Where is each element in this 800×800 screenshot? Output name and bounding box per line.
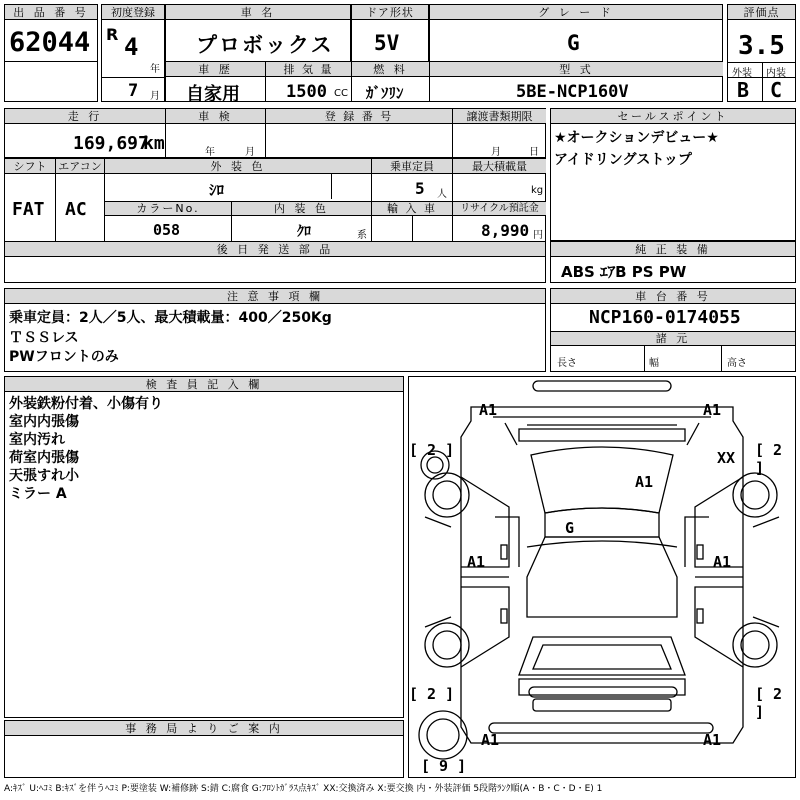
shift: FAT — [12, 199, 45, 220]
note-line-3: PWフロントのみ — [9, 349, 119, 365]
grade-box — [429, 4, 723, 62]
car-diagram-drawing — [409, 377, 795, 777]
sales-point-1: ★オークションデビュー★ — [554, 130, 719, 146]
mileage: 169,697 — [73, 133, 149, 154]
inspector-line-1: 外装鉄粉付着、小傷有り — [9, 396, 163, 412]
reg-year: 4 — [124, 33, 139, 61]
mark-glass: G — [565, 519, 575, 537]
exterior-grade: B — [737, 78, 750, 102]
capacity-unit: 人 — [437, 189, 447, 200]
ext-color-label: 外 装 色 — [105, 159, 371, 174]
width-label: 幅 — [649, 358, 659, 369]
car-diagram — [408, 376, 796, 778]
color-no: 058 — [153, 221, 181, 239]
car-name-box — [165, 4, 351, 62]
tire-front-left: [ 2 ] — [409, 441, 455, 459]
equipment: ABS ｴｱB PS PW — [561, 263, 687, 281]
notes-box — [4, 288, 546, 372]
office-label: 事 務 局 よ り ご 案 内 — [5, 721, 403, 736]
import-label: 輸 入 車 — [372, 202, 452, 216]
transfer-day-unit: 日 — [529, 147, 539, 158]
tire-rear-right: [ 2 ] — [755, 685, 783, 721]
door-type: 5V — [374, 31, 400, 55]
mark-rear-left: A1 — [481, 731, 500, 749]
interior-label: 内装 — [766, 68, 786, 79]
recycle-label: リサイクル預託金 — [453, 202, 546, 216]
note-line-2: ＴＳＳレス — [9, 330, 79, 346]
inspection-month-unit: 月 — [245, 147, 255, 158]
inspector-line-5: 天張すれ小 — [9, 468, 79, 484]
reg-number-label: 登 録 番 号 — [266, 109, 452, 124]
equipment-box — [550, 241, 796, 283]
mark-roof: A1 — [635, 473, 654, 491]
history-label: 車 歴 — [166, 62, 265, 77]
lot-number: 62044 — [9, 27, 91, 58]
inspector-line-4: 荷室内張傷 — [9, 450, 79, 466]
score-label: 評価点 — [728, 5, 795, 20]
spec-label: 諸 元 — [551, 332, 795, 346]
transfer-deadline-label: 譲渡書類期限 — [453, 109, 546, 124]
color-no-label: カラーNo. — [105, 202, 231, 216]
later-parts-label: 後 日 発 送 部 品 — [5, 242, 545, 257]
car-name-label: 車 名 — [166, 5, 350, 20]
model: 5BE-NCP160V — [516, 82, 629, 102]
displacement: 1500 — [286, 82, 327, 102]
first-registration-label: 初度登録 — [102, 5, 164, 20]
sales-point-box — [550, 108, 796, 241]
car-name: プロボックス — [196, 33, 334, 57]
era: R — [106, 25, 119, 44]
reg-month: 7 — [128, 81, 139, 101]
mark-rear-right: A1 — [703, 731, 722, 749]
mark-right-door: A1 — [713, 553, 732, 571]
fuel-label: 燃 料 — [352, 62, 429, 77]
model-label: 型 式 — [430, 62, 723, 77]
recycle-fee: 8,990 — [481, 221, 530, 240]
history: 自家用 — [186, 84, 240, 105]
int-color: ｸﾛ — [297, 224, 311, 240]
inspector-line-6: ミラー A — [9, 486, 67, 502]
tire-front-right: [ 2 ] — [755, 441, 783, 477]
inspection-year-unit: 年 — [205, 147, 215, 158]
length-label: 長さ — [557, 358, 577, 369]
displacement-unit: CC — [334, 88, 348, 99]
mark-right-fender: XX — [717, 449, 736, 467]
legend: A:ｷｽﾞ U:ﾍｺﾐ B:ｷｽﾞを伴うﾍｺﾐ P:要塗装 W:補修跡 S:錆 C:腐食 G:ﾌﾛﾝﾄｶﾞﾗｽ点ｷｽﾞ XX:交換済み X:要交換 内・外装評価 5段階ﾗﾝｸ順(A・B・C・D・E) 1 — [4, 784, 603, 794]
recycle-unit: 円 — [533, 230, 543, 241]
ext-color: ｼﾛ — [209, 181, 225, 199]
mark-front-right: A1 — [703, 401, 722, 419]
inspector-line-3: 室内汚れ — [9, 432, 65, 448]
history-row — [165, 61, 723, 105]
transfer-month-unit: 月 — [491, 147, 501, 158]
ac: AC — [65, 199, 87, 220]
shift-label: シフト — [5, 159, 55, 174]
chassis-label: 車 台 番 号 — [551, 289, 795, 304]
height-label: 高さ — [727, 358, 747, 369]
door-box — [351, 4, 429, 62]
year-unit: 年 — [150, 64, 160, 75]
fuel: ｶﾞｿﾘﾝ — [366, 84, 404, 102]
mileage-label: 走 行 — [5, 109, 165, 124]
inspector-label: 検 査 員 記 入 欄 — [5, 377, 403, 392]
later-parts-box — [4, 241, 546, 283]
grade-label: グ レ ー ド — [430, 5, 722, 20]
office-box — [4, 720, 404, 778]
sales-point-label: セールスポイント — [551, 109, 795, 124]
mark-front-left: A1 — [479, 401, 498, 419]
chassis-number: NCP160-0174055 — [589, 307, 741, 328]
inspector-line-2: 室内内張傷 — [9, 414, 79, 430]
spec-grid — [4, 158, 546, 242]
ac-label: エアコン — [56, 159, 104, 174]
chassis-box — [550, 288, 796, 372]
int-color-unit: 系 — [357, 230, 367, 241]
max-load-label: 最大積載量 — [453, 159, 546, 174]
mark-left-door: A1 — [467, 553, 486, 571]
displacement-label: 排 気 量 — [266, 62, 351, 77]
tire-rear-left: [ 2 ] — [409, 685, 455, 703]
capacity: 5 — [415, 179, 425, 198]
lot-number-label: 出 品 番 号 — [5, 5, 97, 20]
note-line-1: 乗車定員：2人／5人、最大積載量：400／250Kg — [9, 310, 332, 326]
door-label: ドア形状 — [352, 5, 428, 20]
score-box — [727, 4, 796, 102]
spare-tire: [ 9 ] — [421, 757, 467, 775]
max-load-unit: kg — [531, 185, 544, 196]
lot-number-box — [4, 4, 98, 102]
sales-point-2: アイドリングストップ — [554, 152, 692, 168]
interior-grade: C — [770, 78, 783, 102]
mileage-row — [4, 108, 546, 158]
int-color-label: 内 装 色 — [232, 202, 371, 216]
month-unit: 月 — [150, 91, 160, 102]
capacity-label: 乗車定員 — [372, 159, 452, 174]
inspector-box — [4, 376, 404, 718]
first-registration-box — [101, 4, 165, 102]
inspection-label: 車 検 — [166, 109, 265, 124]
exterior-label: 外装 — [732, 68, 752, 79]
equipment-label: 純 正 装 備 — [551, 242, 795, 257]
score: 3.5 — [738, 31, 785, 61]
grade: G — [567, 31, 580, 55]
mileage-unit: km — [143, 133, 165, 154]
notes-label: 注 意 事 項 欄 — [5, 289, 545, 304]
